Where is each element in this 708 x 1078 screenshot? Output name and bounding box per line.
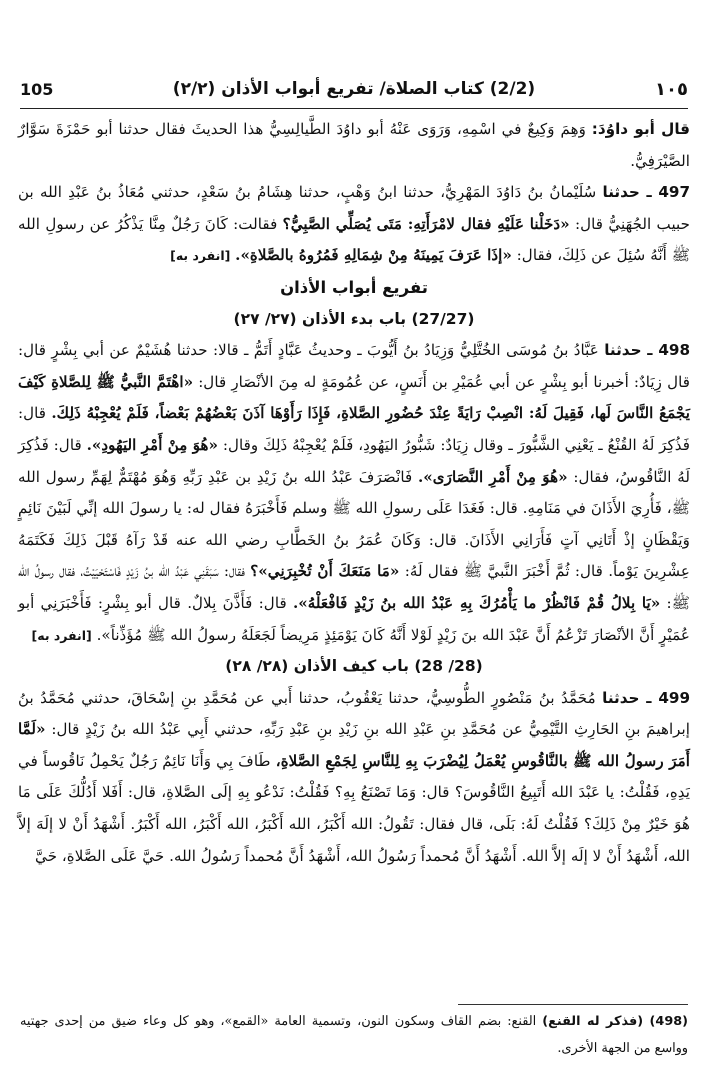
hadith-quote: «دَخَلْنا عَلَيْهِ فقال لامْرَأَتِهِ: مَتَى يُصَلِّي الصَّبِيُّ؟	[282, 214, 570, 233]
hadith-499	[18, 683, 690, 873]
hadith-number: 499 ـ حدثنا	[602, 688, 691, 707]
hadith-text: قال: فَذُكِرَ لَهُ القُنْعُ ـ يَعْنِي الشَّبُّورَ ـ وقال زِيَادٌ: شَبُّورُ اليَهُودِ، فَلَمْ يُعْجِبْهُ ذَلِكَ وقال:	[18, 404, 691, 454]
hadith-annotation: [انفرد به]	[31, 627, 92, 643]
paragraph-lead: قال أبو داوُدَ:	[591, 120, 690, 138]
header-rule	[20, 108, 688, 109]
running-title: (2/2) كتاب الصلاة/ تفريع أبواب الأذان (٢/٢)	[172, 79, 536, 99]
hadith-text: قال: فَأَذَّنَ بِلالٌ. قال أبو بِشْرٍ: فَأَخْبَرَنِي أبو عُمَيْرٍ أَنَّ الأنْصَارَ تَزْعُمُ أَنَّ عَبْدَ الله بنَ زَيْدٍ لَوْلا أَنَّهُ كَانَ يَوْمَئِذٍ مَرِيضاً لَجَعَلَهُ رسولُ الله ﷺ مُؤَذِّناً».	[18, 593, 690, 644]
hadith-text: فَانْصَرَفَ عَبْدُ الله بنُ زَيْدِ بن عَبْدِ رَبِّهِ وَهُوَ مُهْتَمٌّ لِهَمِّ رسول الله ﷺ، فَأُرِيَ الأَذَانَ في مَنَامِهِ. قال: فَغَدَا عَلَى رسولِ الله ﷺ وسلم فَأَخْبَرَهُ فقال له: يا رسولَ الله إنِّي لَبَيْنَ نَائِمٍ وَيَقْظَانٍ إذْ أَتَانِي آتٍ فَأَرَانِي الأَذَانَ. قال: وَكَانَ عُمَرُ بنُ الخَطَّابِ رضي الله عنه قَدْ رَآهُ قَبْلَ ذَلِكَ فَكَتَمَهُ عِشْرِينَ يَوْماً. قال: ثُمَّ أَخْبَرَ النَّبيَّ ﷺ فقال لَهُ:	[18, 467, 690, 581]
hadith-quote: «مَا مَنَعَكَ أَنْ تُخْبِرَنِي»؟	[250, 562, 400, 581]
hadith-number: 498 ـ حدثنا	[604, 341, 691, 360]
hadith-text: فقالت: كَانَ رَجُلٌ مِنَّا يَذْكُرُ عن رسولِ الله ﷺ أَنَّهُ سُئِلَ عن ذَلِكَ، فقال:	[18, 214, 690, 265]
hadith-498	[18, 335, 690, 651]
hadith-quote: «هُوَ مِنْ أَمْرِ اليَهُودِ».	[86, 435, 219, 454]
page-number-arabic: ١٠٥	[655, 78, 688, 100]
hadith-number: 497 ـ حدثنا	[602, 183, 691, 202]
page-body	[18, 114, 690, 872]
hadith-text: مُحَمَّدُ بنُ مَنْصُورٍ الطُّوسِيُّ، حدثنا يَعْقُوبُ، حدثنا أَبي عن مُحَمَّدِ بنِ إسْحَاقَ، حدثني مُحَمَّدُ بنُ إبراهيمَ بنِ الحَارِثِ التَّيْمِيُّ عن مُحَمَّدِ بنِ عَبْدِ الله بنِ زَيْدِ بنِ عَبْدِ رَبِّهِ، حدثني أَبِي عَبْدُ الله بنُ زَيْدٍ قال:	[18, 688, 691, 739]
hadith-text: قال: فَذُكِرَ لَهُ النَّاقُوسُ، فقال:	[18, 435, 691, 486]
paragraph-text: وَهِمَ وَكِيعٌ في اسْمِهِ، وَرَوَى عَنْهُ أبو داوُدَ الطَّيالِسِيُّ هذا الحديثَ فقال حدثنا أبو حَمْزَةَ سَوَّارٌ الصَّيْرَفِيُّ.	[18, 120, 690, 170]
hadith-quote: «إذَا عَرَفَ يَمِينَهُ مِنْ شِمَالِهِ فَمُرُوهُ بالصَّلاةِ».	[235, 246, 512, 265]
footnote-text: القنع: بضم القاف وسكون النون، وتسمية العامة «القمع»، وهو كل وعاء ضيق من إحدى جهتيه وواسع من الجهة الأخرى.	[20, 1014, 688, 1056]
footnote-label: (498) (فذكر له القنع)	[542, 1014, 688, 1029]
hadith-quote: «لَمَّا أَمَرَ رسولُ الله ﷺ بالنَّاقُوسِ يُعْمَلُ لِيُضْرَبَ بِهِ لِلنَّاسِ لِجَمْعِ الصَّلاةِ،	[18, 720, 691, 770]
chapter-title: (27/27) باب بدء الأذان (٢٧/ ٢٧)	[233, 309, 475, 328]
running-header	[20, 74, 688, 104]
footnote-rule	[458, 1004, 688, 1005]
hadith-quote: «اهْتَمَّ النَّبيُّ ﷺ لِلصَّلاةِ كَيْفَ يَجْمَعُ النَّاسَ لَها، فَقِيلَ لَهُ: انْصِبْ رَايَةً عِنْدَ حُضُورِ الصَّلاةِ، فَإِذَا رَأَوْهَا آذَنَ بَعْضُهُمْ بَعْضاً، فَلَمْ يُعْجِبْهُ ذَلِكَ.	[18, 372, 691, 423]
hadith-quote: «يَا بِلالُ قُمْ فَانْظُرْ ما يَأْمُرُكَ بِهِ عَبْدُ الله بنُ زَيْدٍ فَافْعَلْهُ».	[292, 593, 661, 612]
hadith-text: عَبَّادُ بنُ مُوسَى الخُتَّلِيُّ وَزِيَادُ بنُ أَيُّوبَ ـ وحديثُ عَبَّادٍ أَتَمُّ ـ قالا: حدثنا هُشَيْمٌ عن أبي بِشْرٍ قال: قال زِيَادٌ: أخبرنا أبو بِشْرٍ عن أبي عُمَيْرِ بن أَنَسٍ، عن عُمُومَةٍ له مِنَ الأنْصَارِ قال:	[18, 341, 690, 391]
hadith-quote: «هُوَ مِنْ أَمْرِ النَّصَارَى».	[417, 467, 568, 486]
paragraph-abu-dawud-note	[18, 114, 690, 177]
hadith-text: سُلَيْمانُ بنُ دَاوُدَ المَهْرِيُّ، حدثنا ابنُ وَهْبٍ، حدثنا هِشَامُ بنُ سَعْدٍ، حدثني مُعَاذُ بنُ عَبْدِ الله بن حبيب الجُهَنِيُّ قال:	[18, 183, 691, 233]
hadith-text: طَافَ بِي وَأَنَا نَائِمٌ رَجُلٌ يَحْمِلُ نَاقُوساً في يَدِهِ، فَقُلْتُ: يا عَبْدَ الله أَتَبِيعُ النَّاقُوسَ؟ قال: وَمَا تَصْنَعُ بِهِ؟ فَقُلْتُ: نَدْعُو بِهِ إلَى الصَّلاةِ، قال: أَفَلا أَدُلُّكَ عَلَى مَا هُوَ خَيْرٌ مِنْ ذَلِكَ؟ فَقُلْتُ لَهُ: بَلَى، قال فقال: تَقُولُ: الله أَكْبَرُ، الله أَكْبَرُ، الله أَكْبَرُ، الله أَكْبَرُ. أَشْهَدُ أَنْ لا إلَهَ إلاَّ الله، أَشْهَدُ أَنْ لا إلَه إلاَّ الله. أَشْهَدُ أَنَّ مُحمداً رَسُولُ الله، أَشْهَدُ أَنَّ مُحمداً رَسُولُ الله. حَيَّ عَلَى الصَّلاةِ، حَيَّ	[18, 751, 690, 865]
hadith-annotation: [انفرد به]	[170, 248, 231, 264]
section-title: تفريع أبواب الأذان	[280, 277, 428, 297]
hadith-497	[18, 177, 690, 272]
footnote	[20, 1008, 688, 1062]
hadith-text: فقال: سَبَقَنِي عَبْدُ الله بنُ زَيْدٍ فَاسْتَحْيَيْتُ، فقال رسولُ الله ﷺ:	[18, 562, 691, 612]
page-number-latin: 105	[20, 79, 54, 99]
chapter-title: (28/ 28) باب كيف الأذان (٢٨/ ٢٨)	[225, 657, 483, 676]
